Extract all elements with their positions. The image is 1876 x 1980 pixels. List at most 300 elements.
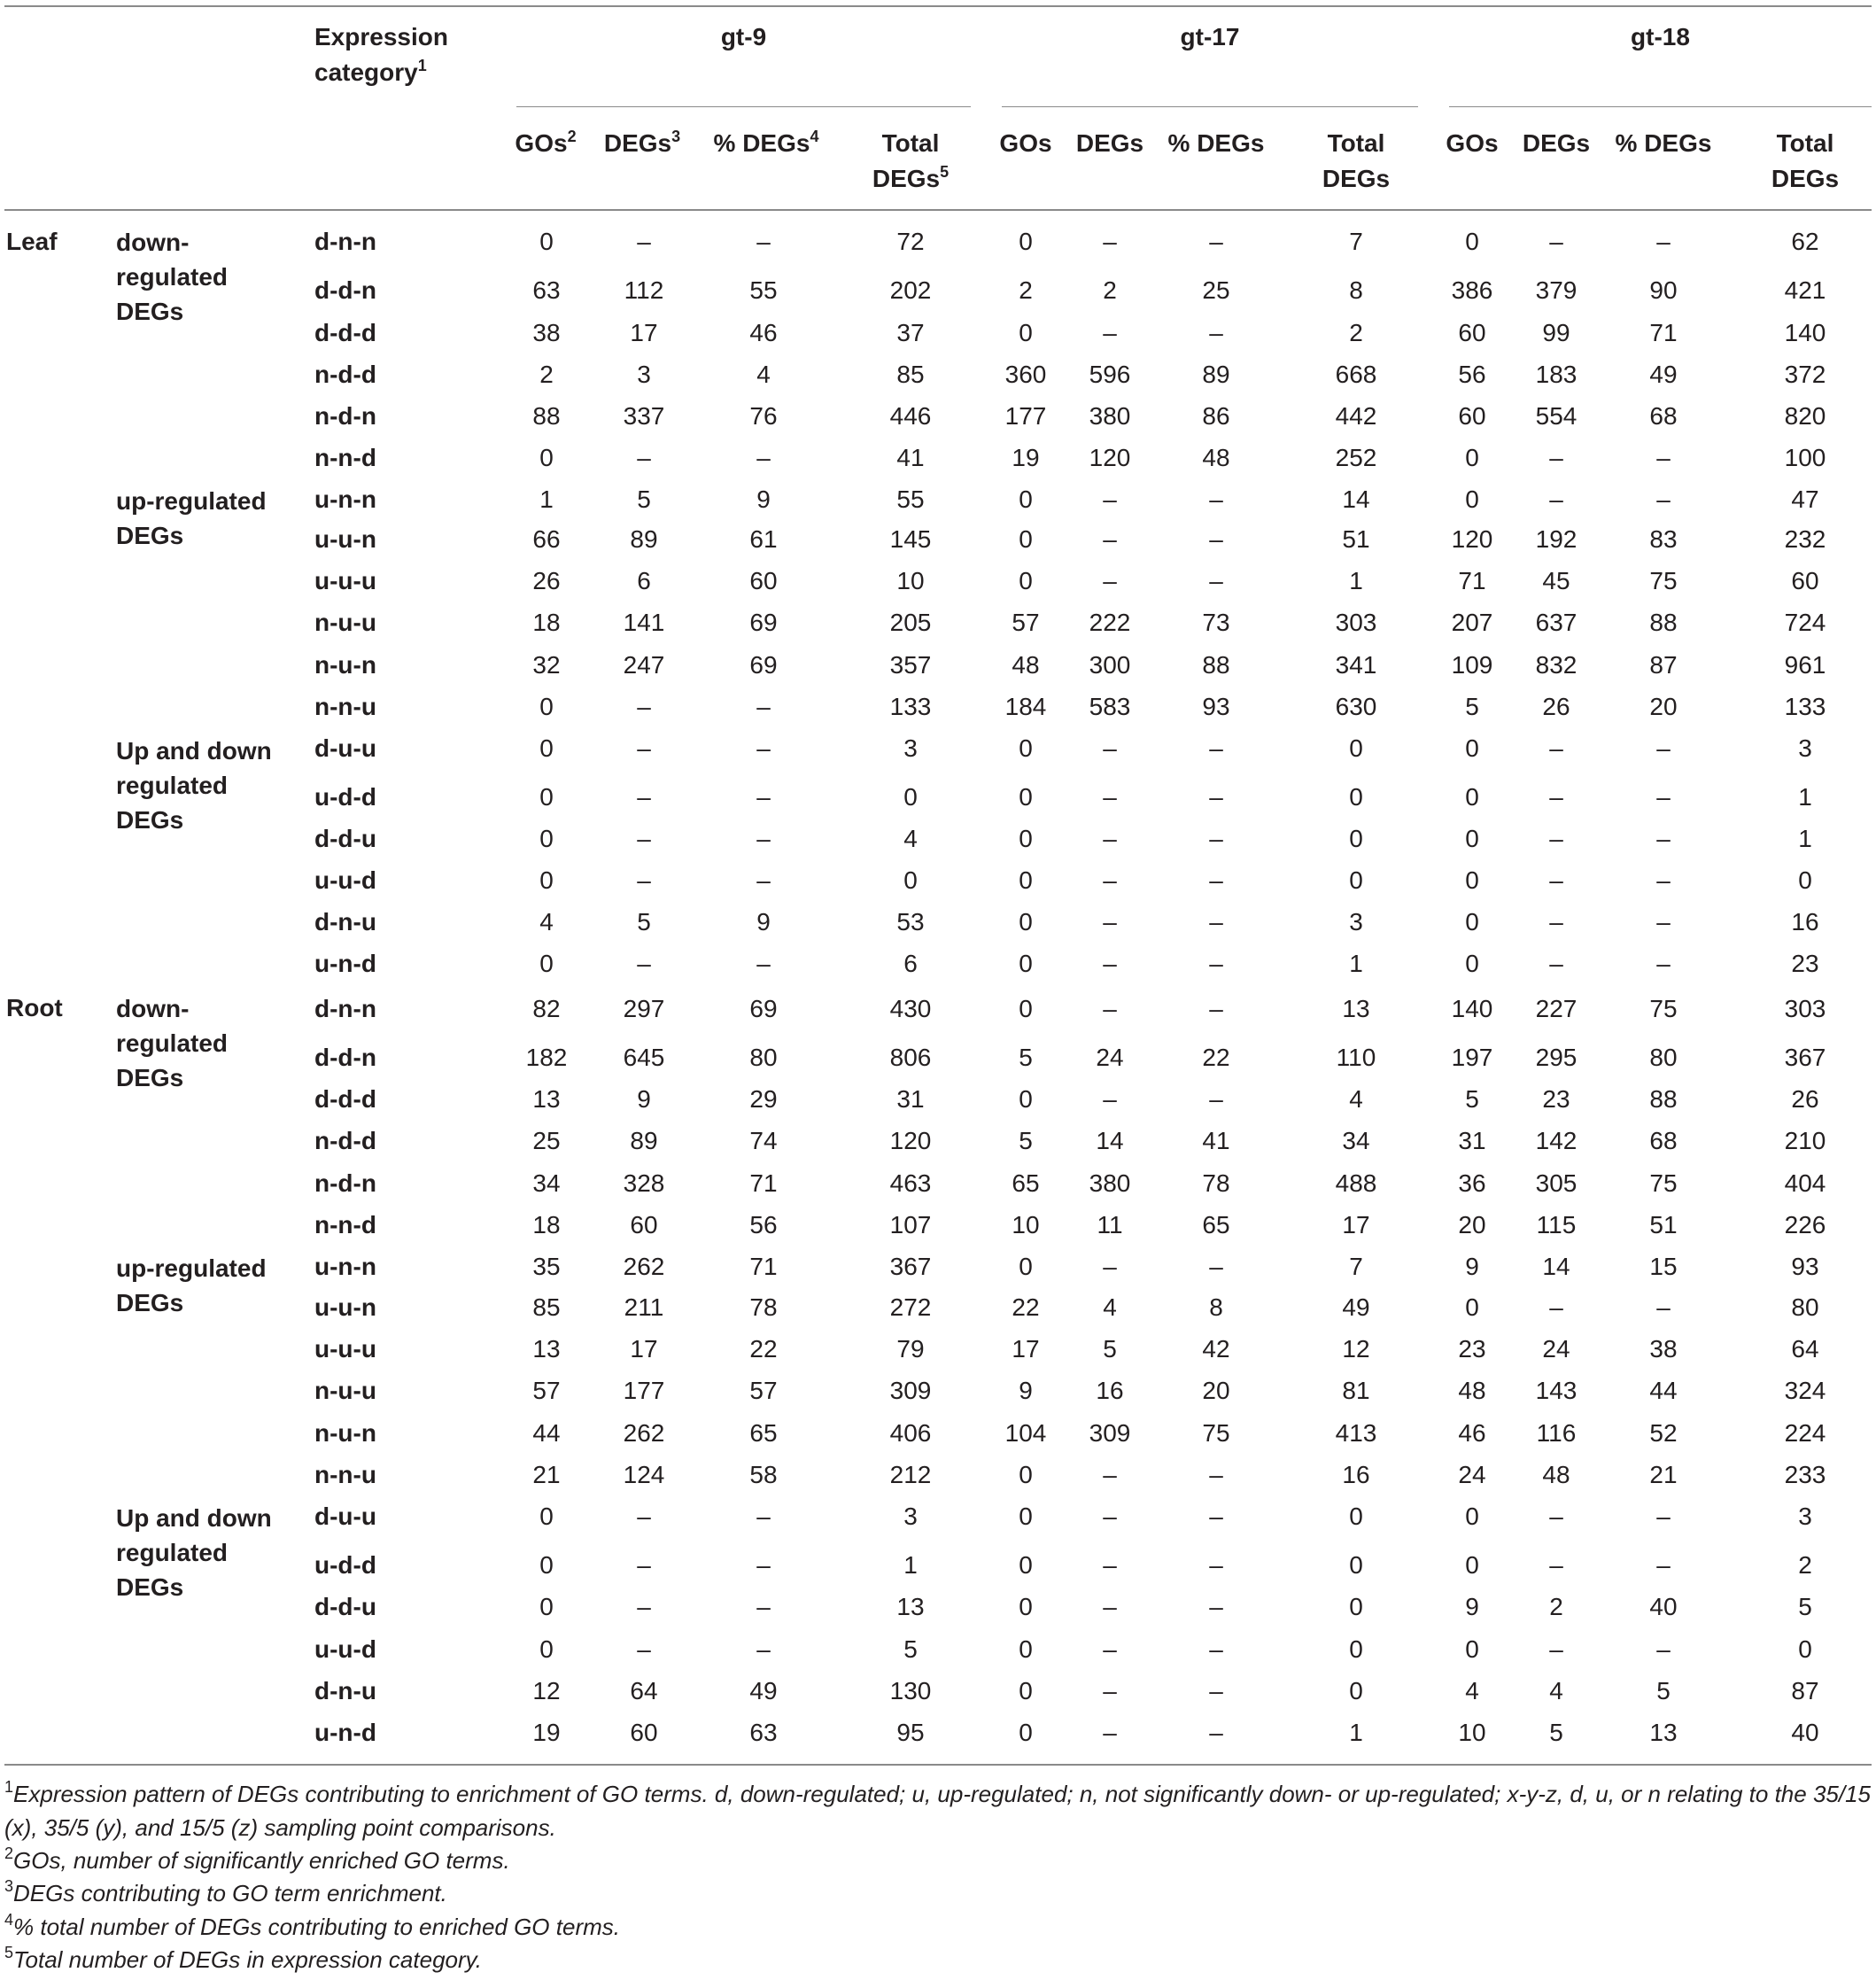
table-cell-pct-degs: 49: [1649, 361, 1678, 388]
table-cell-gos: 25: [532, 1127, 561, 1154]
table-cell-total-degs: 133: [889, 693, 932, 720]
category-code: u-n-d: [314, 950, 376, 977]
table-cell-pct-degs: 93: [1202, 693, 1230, 720]
table-cell-degs: 45: [1542, 567, 1570, 594]
table-cell-total-degs: 357: [889, 651, 932, 679]
table-cell-degs: 637: [1535, 609, 1578, 636]
table-cell-gos: 4: [539, 908, 554, 936]
footnote: $^4$% total number of DEGs contributing to enriched GO terms.: [4, 1911, 620, 1940]
group-label-up-regulated: up-regulated DEGs: [116, 1254, 267, 1316]
table-cell-gos: 0: [1465, 908, 1479, 936]
genotype-header-gt18: gt-18: [1631, 23, 1690, 50]
table-cell-gos: 2: [1019, 276, 1033, 304]
table-cell-degs: 60: [630, 1211, 658, 1238]
table-cell-gos: 207: [1451, 609, 1493, 636]
table-cell-gos: 0: [539, 866, 554, 894]
col-header-pct-degs: % DEGs: [1615, 129, 1712, 157]
table-cell-total-degs: 4: [1349, 1085, 1363, 1113]
col-header-gos: GOs: [999, 129, 1052, 157]
table-cell-gos: 35: [532, 1253, 561, 1280]
table-cell-degs: 5: [1549, 1719, 1563, 1746]
table-cell-pct-degs: –: [756, 693, 771, 720]
table-cell-pct-degs: 60: [749, 567, 778, 594]
table-cell-pct-degs: 86: [1202, 402, 1230, 430]
table-cell-degs: 4: [1103, 1293, 1117, 1321]
genotype-header-gt9: gt-9: [720, 23, 767, 50]
genotype-rule-gt9: [516, 106, 971, 107]
category-code: u-n-n: [314, 485, 376, 513]
table-cell-gos: 0: [539, 1502, 554, 1530]
table-cell-gos: 0: [539, 825, 554, 852]
table-cell-pct-degs: 55: [749, 276, 778, 304]
table-cell-total-degs: 272: [889, 1293, 932, 1321]
table-cell-pct-degs: –: [756, 1551, 771, 1579]
table-cell-degs: 3: [637, 361, 651, 388]
table-cell-degs: 337: [623, 402, 665, 430]
table-cell-gos: 4: [1465, 1677, 1479, 1704]
table-cell-total-degs: 446: [889, 402, 932, 430]
table-cell-pct-degs: 5: [1656, 1677, 1671, 1704]
table-cell-degs: 26: [1542, 693, 1570, 720]
table-cell-degs: –: [1103, 1635, 1117, 1663]
table-cell-degs: –: [637, 783, 651, 811]
table-cell-total-degs: 372: [1784, 361, 1826, 388]
table-cell-pct-degs: –: [1209, 825, 1223, 852]
table-cell-gos: 5: [1019, 1127, 1033, 1154]
table-cell-gos: 140: [1451, 995, 1493, 1022]
table-cell-pct-degs: 65: [749, 1419, 778, 1447]
table-cell-total-degs: 6: [903, 950, 918, 977]
table-cell-total-degs: 0: [1349, 734, 1363, 762]
table-cell-degs: –: [1549, 444, 1563, 471]
table-cell-pct-degs: 52: [1649, 1419, 1678, 1447]
category-code: d-n-u: [314, 908, 376, 936]
table-cell-pct-degs: 29: [749, 1085, 778, 1113]
table-cell-gos: 82: [532, 995, 561, 1022]
table-cell-degs: –: [1103, 319, 1117, 346]
table-cell-pct-degs: 80: [749, 1044, 778, 1071]
table-cell-degs: 112: [624, 276, 664, 304]
table-cell-total-degs: 34: [1342, 1127, 1370, 1154]
table-cell-total-degs: 3: [1349, 908, 1363, 936]
category-code: u-u-n: [314, 525, 376, 553]
table-cell-total-degs: 303: [1335, 609, 1377, 636]
table-cell-total-degs: 95: [896, 1719, 925, 1746]
table-cell-total-degs: 49: [1342, 1293, 1370, 1321]
table-cell-gos: 32: [532, 651, 561, 679]
table-cell-gos: 0: [1019, 228, 1033, 255]
table-cell-total-degs: 820: [1784, 402, 1826, 430]
table-cell-gos: 0: [1465, 866, 1479, 894]
table-cell-gos: 71: [1458, 567, 1486, 594]
table-cell-gos: 0: [1465, 1635, 1479, 1663]
table-cell-degs: 2: [1103, 276, 1117, 304]
table-cell-pct-degs: –: [1656, 734, 1671, 762]
table-cell-total-degs: 133: [1784, 693, 1826, 720]
table-cell-degs: 262: [623, 1253, 665, 1280]
table-cell-degs: 99: [1542, 319, 1570, 346]
footnote: $^5$Total number of DEGs in expression category.: [4, 1944, 482, 1973]
table-cell-degs: 583: [1089, 693, 1131, 720]
table-cell-pct-degs: –: [1656, 1293, 1671, 1321]
table-cell-total-degs: 37: [896, 319, 925, 346]
table-cell-pct-degs: –: [756, 1593, 771, 1620]
table-cell-pct-degs: 38: [1649, 1335, 1678, 1363]
table-cell-degs: 48: [1542, 1461, 1570, 1488]
table-cell-degs: 247: [623, 651, 665, 679]
table-cell-total-degs: 110: [1336, 1044, 1376, 1071]
category-code: d-u-u: [314, 734, 376, 762]
table-cell-pct-degs: 80: [1649, 1044, 1678, 1071]
table-cell-total-degs: 26: [1791, 1085, 1819, 1113]
category-code: u-d-d: [314, 1551, 376, 1579]
table-cell-total-degs: 51: [1342, 525, 1370, 553]
table-cell-total-degs: 2: [1798, 1551, 1812, 1579]
table-cell-gos: 182: [525, 1044, 568, 1071]
table-cell-total-degs: 140: [1784, 319, 1826, 346]
table-cell-total-degs: 367: [889, 1253, 932, 1280]
table-cell-gos: 60: [1458, 402, 1486, 430]
table-cell-total-degs: 210: [1784, 1127, 1826, 1154]
table-cell-degs: –: [1103, 995, 1117, 1022]
table-cell-degs: 222: [1089, 609, 1131, 636]
table-cell-degs: –: [1103, 734, 1117, 762]
table-cell-total-degs: 107: [889, 1211, 932, 1238]
table-cell-degs: –: [1549, 825, 1563, 852]
table-cell-total-degs: 23: [1791, 950, 1819, 977]
table-cell-degs: 16: [1096, 1377, 1124, 1404]
table-cell-pct-degs: 69: [749, 609, 778, 636]
table-cell-gos: 31: [1458, 1127, 1486, 1154]
table-cell-degs: –: [637, 693, 651, 720]
table-cell-degs: –: [1103, 1502, 1117, 1530]
table-cell-pct-degs: –: [756, 1635, 771, 1663]
table-cell-gos: 0: [539, 734, 554, 762]
table-cell-pct-degs: 9: [756, 908, 771, 936]
table-cell-total-degs: 0: [1349, 1677, 1363, 1704]
table-cell-gos: 0: [539, 783, 554, 811]
table-cell-gos: 5: [1019, 1044, 1033, 1071]
table-cell-total-degs: 1: [903, 1551, 918, 1579]
table-cell-pct-degs: 65: [1202, 1211, 1230, 1238]
table-cell-pct-degs: 88: [1202, 651, 1230, 679]
table-cell-pct-degs: 78: [749, 1293, 778, 1321]
table-cell-total-degs: 1: [1349, 950, 1363, 977]
category-code: n-n-u: [314, 693, 376, 720]
table-cell-pct-degs: –: [1209, 485, 1223, 513]
table-cell-degs: –: [1103, 950, 1117, 977]
table-cell-total-degs: 0: [1798, 866, 1812, 894]
category-code: u-u-d: [314, 866, 376, 894]
table-cell-total-degs: 421: [1784, 276, 1826, 304]
table-cell-gos: 0: [1019, 1502, 1033, 1530]
table-cell-total-degs: 41: [896, 444, 925, 471]
table-cell-total-degs: 16: [1342, 1461, 1370, 1488]
category-code: d-d-u: [314, 825, 376, 852]
table-cell-total-degs: 60: [1791, 567, 1819, 594]
table-cell-pct-degs: –: [1209, 1635, 1223, 1663]
table-cell-gos: 57: [532, 1377, 561, 1404]
table-cell-gos: 48: [1012, 651, 1040, 679]
table-cell-degs: 17: [630, 319, 658, 346]
table-cell-total-degs: 100: [1784, 444, 1826, 471]
table-cell-pct-degs: 73: [1202, 609, 1230, 636]
table-cell-total-degs: 64: [1791, 1335, 1819, 1363]
table-cell-gos: 9: [1465, 1253, 1479, 1280]
table-cell-gos: 0: [1465, 1551, 1479, 1579]
table-cell-gos: 36: [1458, 1169, 1486, 1197]
table-cell-pct-degs: 75: [1202, 1419, 1230, 1447]
table-cell-pct-degs: 9: [756, 485, 771, 513]
table-cell-pct-degs: –: [1656, 1635, 1671, 1663]
table-cell-degs: 297: [623, 995, 665, 1022]
table-cell-pct-degs: –: [1656, 1551, 1671, 1579]
table-cell-total-degs: 81: [1342, 1377, 1370, 1404]
table-cell-total-degs: 303: [1784, 995, 1826, 1022]
table-cell-pct-degs: –: [756, 1502, 771, 1530]
table-cell-gos: 360: [1004, 361, 1047, 388]
table-cell-total-degs: 406: [889, 1419, 932, 1447]
table-cell-degs: 143: [1535, 1377, 1578, 1404]
table-cell-pct-degs: –: [1209, 1461, 1223, 1488]
table-cell-total-degs: 0: [903, 866, 918, 894]
table-cell-degs: 5: [637, 908, 651, 936]
table-cell-gos: 38: [532, 319, 561, 346]
table-cell-gos: 26: [532, 567, 561, 594]
table-cell-degs: 9: [637, 1085, 651, 1113]
table-cell-pct-degs: 20: [1202, 1377, 1230, 1404]
table-cell-gos: 18: [532, 609, 561, 636]
table-cell-pct-degs: 44: [1649, 1377, 1678, 1404]
table-cell-pct-degs: 56: [749, 1211, 778, 1238]
table-cell-pct-degs: –: [756, 825, 771, 852]
table-cell-gos: 0: [1465, 444, 1479, 471]
table-cell-pct-degs: –: [756, 866, 771, 894]
table-cell-pct-degs: –: [1656, 825, 1671, 852]
table-cell-total-degs: 85: [896, 361, 925, 388]
table-cell-pct-degs: –: [1209, 228, 1223, 255]
col-header-pct-degs: % DEGs$^4$: [713, 128, 819, 157]
table-cell-pct-degs: 78: [1202, 1169, 1230, 1197]
table-cell-total-degs: 13: [1342, 995, 1370, 1022]
category-code: u-u-u: [314, 567, 376, 594]
table-cell-degs: 328: [623, 1169, 665, 1197]
table-cell-gos: 0: [1019, 319, 1033, 346]
table-cell-total-degs: 79: [896, 1335, 925, 1363]
col-header-gos: GOs: [1446, 129, 1499, 157]
table-cell-total-degs: 0: [1349, 866, 1363, 894]
table-cell-degs: 64: [630, 1677, 658, 1704]
table-cell-degs: –: [1103, 1719, 1117, 1746]
col-header-total-degs: Total DEGs: [1322, 129, 1391, 192]
table-cell-total-degs: 488: [1335, 1169, 1377, 1197]
table-cell-pct-degs: 20: [1649, 693, 1678, 720]
table-cell-gos: 5: [1465, 693, 1479, 720]
category-code: n-u-n: [314, 651, 376, 679]
category-code: n-d-n: [314, 1169, 376, 1197]
table-cell-degs: 124: [623, 1461, 665, 1488]
table-cell-gos: 66: [532, 525, 561, 553]
table-cell-degs: 24: [1542, 1335, 1570, 1363]
category-code: u-n-d: [314, 1719, 376, 1746]
table-cell-degs: 554: [1535, 402, 1578, 430]
table-cell-pct-degs: 71: [749, 1253, 778, 1280]
table-cell-total-degs: 205: [889, 609, 932, 636]
table-cell-gos: 22: [1012, 1293, 1040, 1321]
table-cell-degs: 60: [630, 1719, 658, 1746]
table-cell-total-degs: 0: [1349, 825, 1363, 852]
group-label-down-regulated: down- regulated DEGs: [116, 995, 229, 1091]
table-cell-degs: –: [1549, 734, 1563, 762]
table-cell-gos: 0: [1019, 1551, 1033, 1579]
table-cell-degs: 645: [623, 1044, 665, 1071]
table-cell-degs: 11: [1097, 1211, 1123, 1238]
table-cell-pct-degs: 57: [749, 1377, 778, 1404]
group-label-up-and-down-regulated: Up and down regulated DEGs: [116, 737, 272, 834]
table-cell-gos: 65: [1012, 1169, 1040, 1197]
table-cell-degs: –: [1549, 866, 1563, 894]
category-code: d-n-n: [314, 995, 376, 1022]
col-header-gos: GOs$^2$: [515, 128, 577, 157]
table-cell-degs: –: [1103, 825, 1117, 852]
table-cell-total-degs: 14: [1342, 485, 1370, 513]
table-cell-pct-degs: –: [1209, 1593, 1223, 1620]
table-cell-degs: 23: [1542, 1085, 1570, 1113]
table-cell-gos: 56: [1458, 361, 1486, 388]
table-cell-gos: 197: [1451, 1044, 1493, 1071]
top-rule: [4, 5, 1872, 7]
table-cell-total-degs: 404: [1784, 1169, 1826, 1197]
table-cell-total-degs: 324: [1784, 1377, 1826, 1404]
table-cell-pct-degs: –: [1209, 1719, 1223, 1746]
group-label-up-regulated: up-regulated DEGs: [116, 487, 267, 549]
table-cell-pct-degs: 4: [756, 361, 771, 388]
table-cell-degs: 379: [1535, 276, 1578, 304]
table-cell-total-degs: 55: [896, 485, 925, 513]
category-code: d-u-u: [314, 1502, 376, 1530]
table-cell-gos: 88: [532, 402, 561, 430]
table-cell-total-degs: 4: [903, 825, 918, 852]
table-cell-degs: –: [637, 734, 651, 762]
table-cell-pct-degs: 22: [749, 1335, 778, 1363]
table-cell-degs: 380: [1089, 402, 1131, 430]
col-header-total-degs: Total DEGs: [1771, 129, 1840, 192]
table-cell-degs: –: [1549, 908, 1563, 936]
table-cell-total-degs: 5: [1798, 1593, 1812, 1620]
table-cell-gos: 0: [1019, 783, 1033, 811]
table-cell-pct-degs: 41: [1202, 1127, 1230, 1154]
table-cell-gos: 0: [539, 444, 554, 471]
table-cell-pct-degs: –: [1209, 1502, 1223, 1530]
table-cell-total-degs: 367: [1784, 1044, 1826, 1071]
table-cell-total-degs: 413: [1335, 1419, 1377, 1447]
table-cell-pct-degs: 8: [1209, 1293, 1223, 1321]
table-cell-pct-degs: 74: [749, 1127, 778, 1154]
table-cell-degs: 24: [1096, 1044, 1124, 1071]
table-cell-pct-degs: –: [1656, 485, 1671, 513]
table-cell-degs: 5: [1103, 1335, 1117, 1363]
category-code: n-n-d: [314, 1211, 376, 1238]
category-code: n-n-d: [314, 444, 376, 471]
table-cell-gos: 0: [1019, 485, 1033, 513]
table-cell-pct-degs: –: [1209, 567, 1223, 594]
table-cell-total-degs: 120: [889, 1127, 932, 1154]
table-cell-gos: 0: [1465, 1293, 1479, 1321]
table-cell-gos: 12: [532, 1677, 561, 1704]
tissue-label-root: Root: [6, 994, 63, 1021]
table-cell-total-degs: 17: [1342, 1211, 1370, 1238]
table-cell-total-degs: 252: [1335, 444, 1377, 471]
table-cell-degs: –: [1103, 866, 1117, 894]
table-cell-total-degs: 212: [889, 1461, 932, 1488]
table-cell-degs: 832: [1535, 651, 1578, 679]
table-cell-total-degs: 668: [1335, 361, 1377, 388]
table-cell-degs: –: [1549, 1502, 1563, 1530]
category-code: d-d-n: [314, 276, 376, 304]
group-label-up-and-down-regulated: Up and down regulated DEGs: [116, 1504, 272, 1601]
table-cell-total-degs: 1: [1349, 1719, 1363, 1746]
table-cell-gos: 0: [1019, 908, 1033, 936]
table-cell-degs: –: [1103, 1551, 1117, 1579]
table-cell-gos: 0: [1465, 734, 1479, 762]
table-cell-total-degs: 3: [1798, 734, 1812, 762]
table-cell-total-degs: 430: [889, 995, 932, 1022]
table-cell-total-degs: 130: [889, 1677, 932, 1704]
table-cell-total-degs: 53: [896, 908, 925, 936]
category-code: d-d-u: [314, 1593, 376, 1620]
category-code: n-d-n: [314, 402, 376, 430]
table-cell-degs: 177: [623, 1377, 665, 1404]
table-cell-degs: 295: [1535, 1044, 1578, 1071]
table-cell-degs: –: [1549, 1551, 1563, 1579]
table-cell-pct-degs: 88: [1649, 609, 1678, 636]
table-cell-total-degs: 224: [1784, 1419, 1826, 1447]
table-cell-degs: –: [1549, 783, 1563, 811]
table-cell-gos: 0: [1019, 866, 1033, 894]
table-cell-total-degs: 2: [1349, 319, 1363, 346]
table-cell-gos: 0: [1019, 734, 1033, 762]
table-cell-gos: 0: [1019, 1461, 1033, 1488]
table-cell-pct-degs: 40: [1649, 1593, 1678, 1620]
table-cell-total-degs: 0: [903, 783, 918, 811]
table-cell-gos: 20: [1458, 1211, 1486, 1238]
table-cell-pct-degs: –: [1209, 908, 1223, 936]
table-cell-total-degs: 463: [889, 1169, 932, 1197]
table-cell-gos: 24: [1458, 1461, 1486, 1488]
table-cell-total-degs: 202: [889, 276, 932, 304]
table-cell-pct-degs: –: [756, 444, 771, 471]
table-cell-gos: 13: [532, 1335, 561, 1363]
table-cell-gos: 104: [1004, 1419, 1047, 1447]
table-cell-pct-degs: –: [1209, 1085, 1223, 1113]
col-header-pct-degs: % DEGs: [1167, 129, 1265, 157]
table-cell-pct-degs: 89: [1202, 361, 1230, 388]
table-cell-total-degs: 5: [903, 1635, 918, 1663]
table-cell-gos: 0: [1019, 825, 1033, 852]
table-cell-gos: 48: [1458, 1377, 1486, 1404]
table-cell-pct-degs: 71: [1649, 319, 1678, 346]
table-cell-pct-degs: 49: [749, 1677, 778, 1704]
table-cell-total-degs: 232: [1784, 525, 1826, 553]
table-cell-pct-degs: –: [1209, 783, 1223, 811]
table-cell-degs: –: [1103, 485, 1117, 513]
table-cell-pct-degs: –: [1209, 1551, 1223, 1579]
table-cell-total-degs: 1: [1798, 783, 1812, 811]
table-cell-pct-degs: –: [756, 228, 771, 255]
table-cell-gos: 10: [1458, 1719, 1486, 1746]
table-cell-total-degs: 630: [1335, 693, 1377, 720]
table-cell-gos: 0: [1019, 1593, 1033, 1620]
